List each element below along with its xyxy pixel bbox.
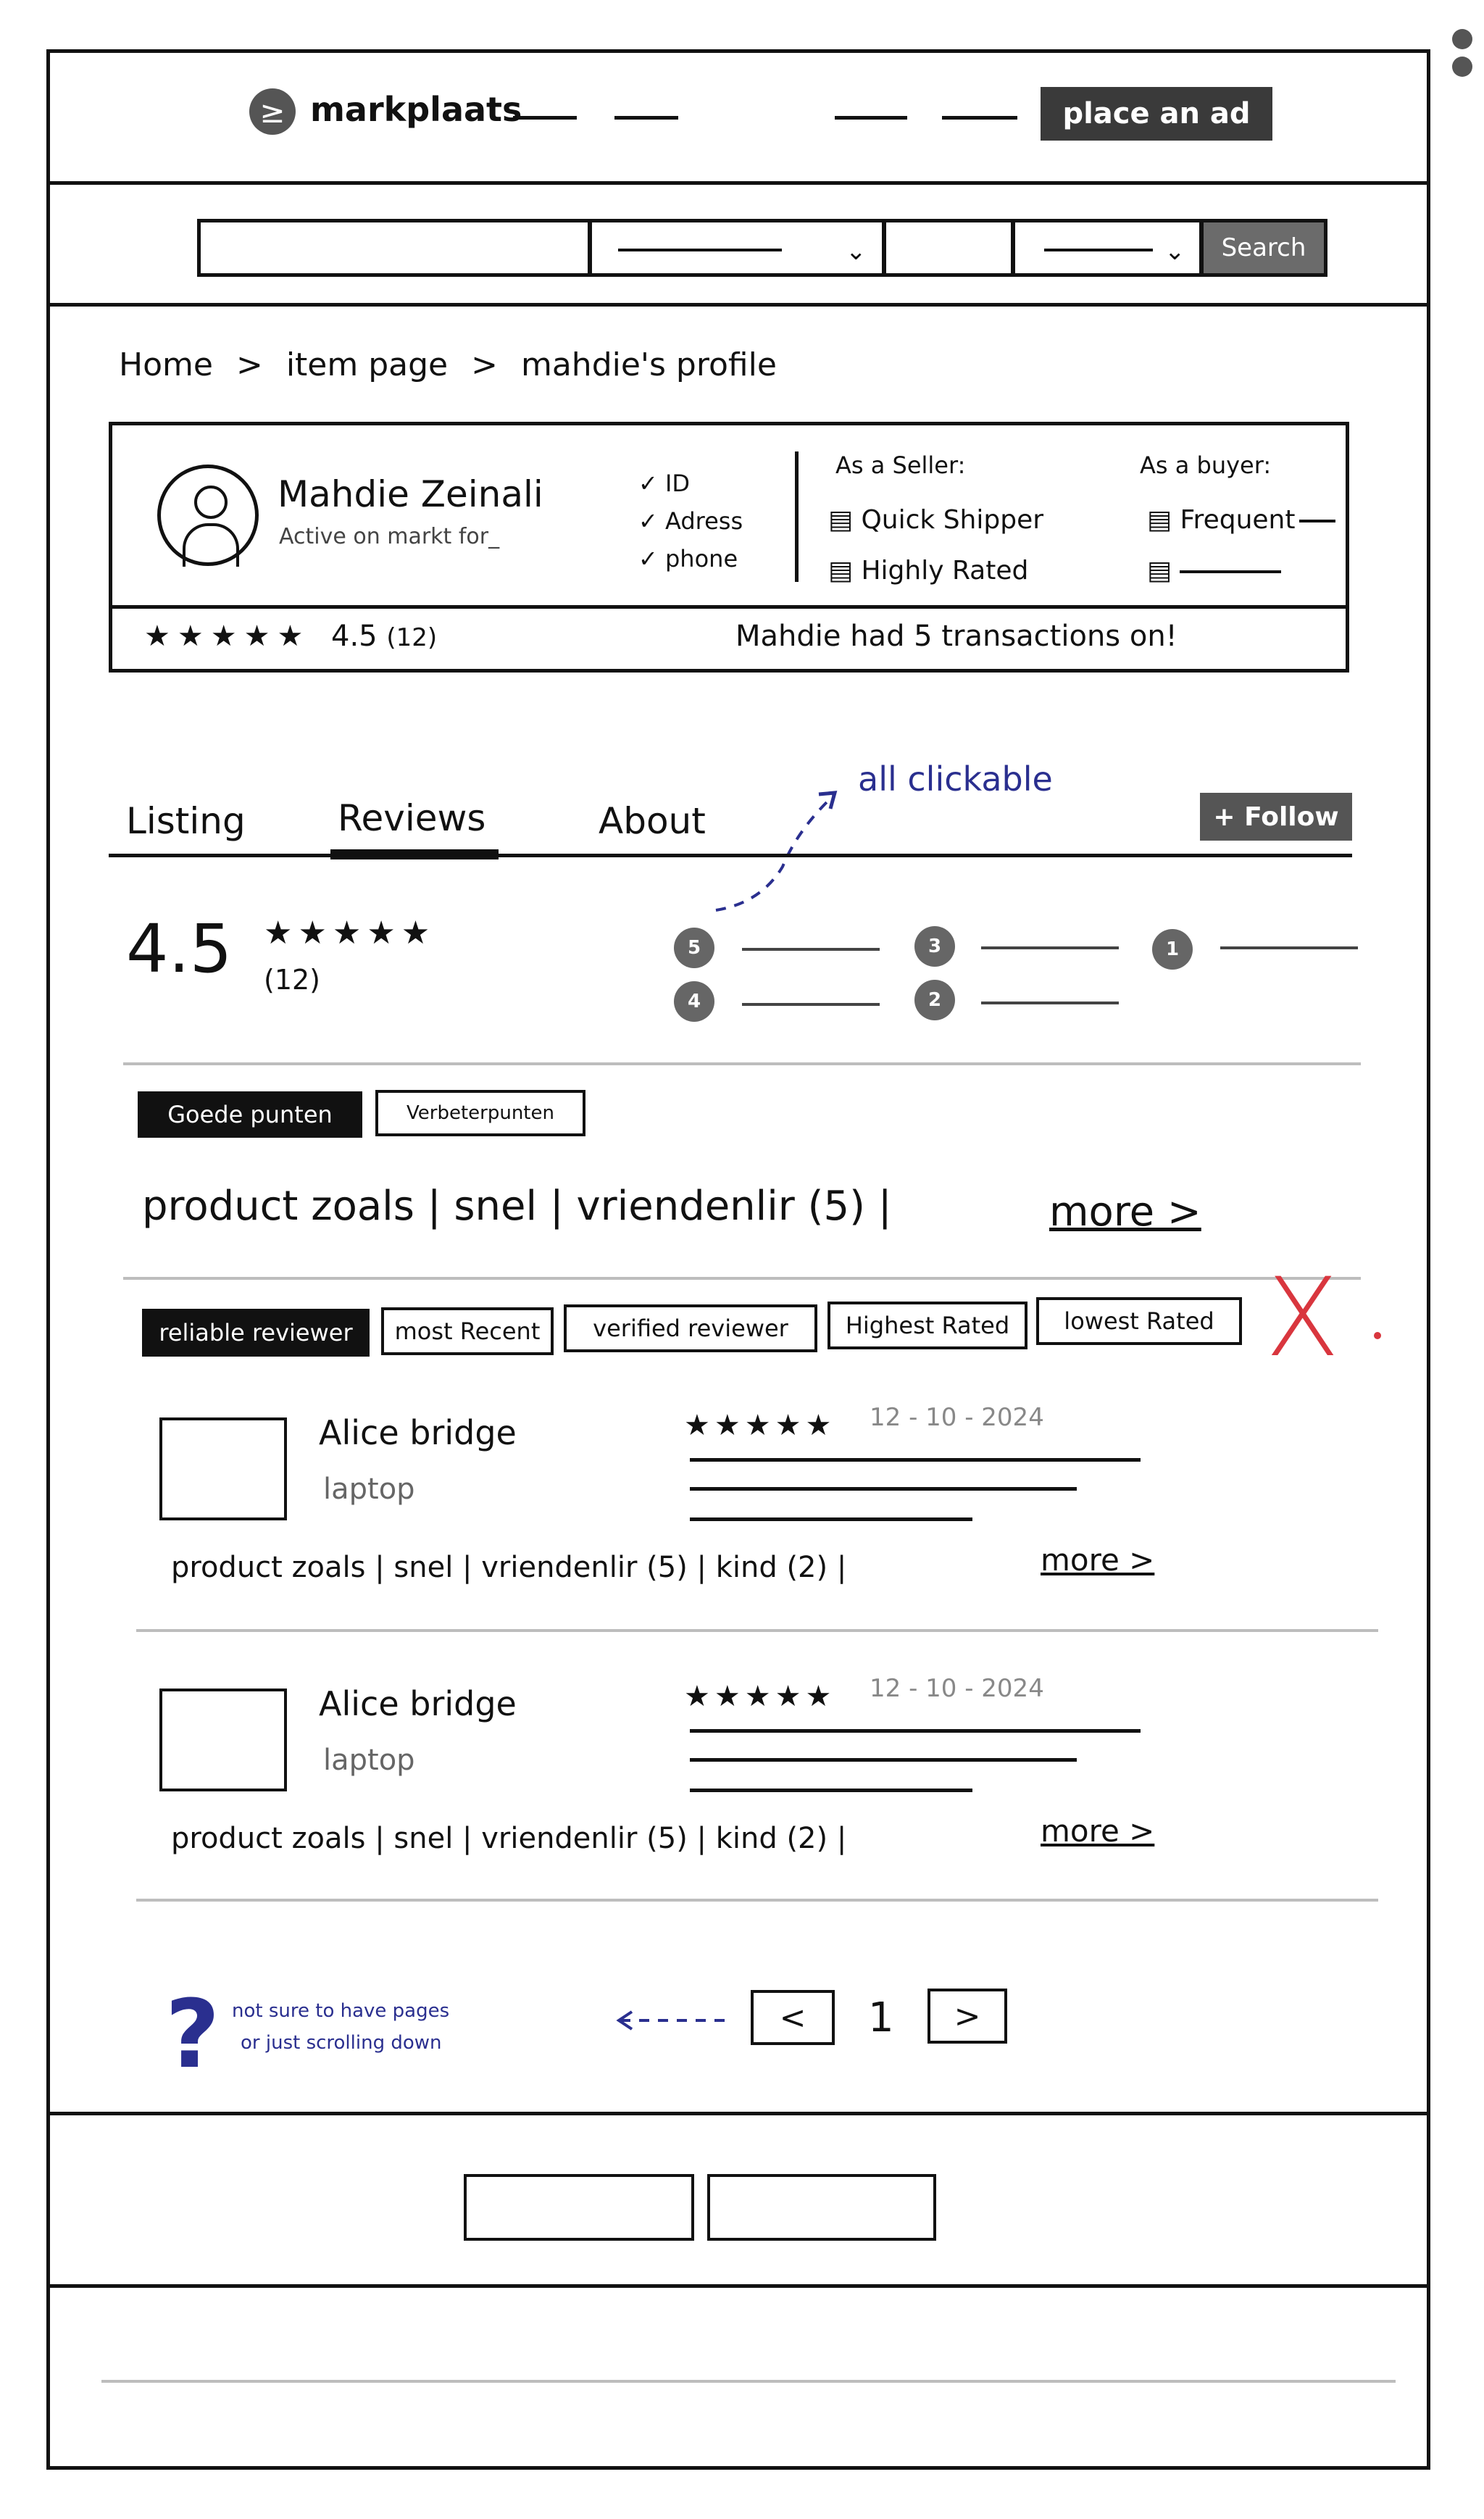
rating-bar-5 bbox=[742, 948, 880, 951]
card-divider bbox=[112, 605, 1346, 609]
logo-text[interactable]: markplaats bbox=[310, 90, 522, 129]
breadcrumb bbox=[119, 346, 777, 383]
filter-reliable-reviewer[interactable]: reliable reviewer bbox=[142, 1309, 370, 1357]
good-points-tab[interactable]: Goede punten bbox=[138, 1091, 362, 1138]
overflow-dots-icon[interactable] bbox=[1452, 29, 1474, 80]
tab-underline bbox=[109, 854, 1352, 857]
review-text-line bbox=[690, 1729, 1141, 1733]
chevron-right-icon: > bbox=[954, 1997, 981, 2035]
divider bbox=[123, 1062, 1361, 1065]
summary-count: (12) bbox=[264, 964, 321, 996]
annotation-arrow-icon bbox=[613, 2010, 736, 2032]
place-ad-button[interactable]: place an ad bbox=[1041, 87, 1272, 141]
rating-count: (12) bbox=[386, 623, 438, 652]
profile-rating-row bbox=[144, 620, 437, 653]
pagination-note-line2: or just scrolling down bbox=[241, 2032, 442, 2054]
review-text-line bbox=[690, 1517, 972, 1521]
category-select[interactable] bbox=[588, 219, 885, 277]
annotation-arrow-icon bbox=[710, 780, 855, 917]
seller-badges bbox=[828, 495, 1043, 596]
divider bbox=[46, 303, 1430, 307]
rating-bar-4 bbox=[742, 1003, 880, 1006]
logo-icon[interactable]: ≥ bbox=[249, 88, 296, 135]
rating-bar-1 bbox=[1220, 946, 1358, 949]
reviewed-product: laptop bbox=[323, 1473, 415, 1506]
checkbox-icon: ▤ bbox=[828, 505, 854, 535]
buyer-title: As a buyer: bbox=[1140, 451, 1272, 479]
chevron-down-icon: ⌄ bbox=[1164, 237, 1185, 266]
nav-placeholder[interactable] bbox=[942, 116, 1017, 120]
divider bbox=[136, 1899, 1378, 1902]
rating-value: 4.5 bbox=[331, 620, 378, 653]
breadcrumb-separator: > bbox=[235, 346, 263, 383]
review-date: 12 - 10 - 2024 bbox=[870, 1674, 1044, 1703]
product-image[interactable] bbox=[159, 1689, 287, 1791]
review-text-line bbox=[690, 1758, 1077, 1762]
product-image[interactable] bbox=[159, 1417, 287, 1520]
review-more-link[interactable]: more > bbox=[1041, 1542, 1155, 1578]
divider bbox=[123, 1277, 1361, 1280]
footer-divider bbox=[46, 2284, 1430, 2288]
current-page[interactable]: 1 bbox=[868, 1994, 894, 2041]
search-input[interactable] bbox=[197, 219, 591, 277]
review-stars-icon: ★★★★★ bbox=[684, 1680, 836, 1713]
footer-button[interactable] bbox=[464, 2174, 694, 2241]
profile-name: Mahdie Zeinali bbox=[278, 473, 543, 515]
vertical-divider bbox=[795, 451, 799, 582]
transactions-text: Mahdie had 5 transactions on! bbox=[735, 620, 1177, 653]
review-more-link[interactable]: more > bbox=[1041, 1813, 1155, 1849]
filter-lowest-rated[interactable]: lowest Rated bbox=[1036, 1297, 1242, 1345]
check-icon: ✓ bbox=[638, 507, 658, 535]
summary-rating-value: 4.5 bbox=[126, 910, 233, 988]
rating-filter-4[interactable]: 4 bbox=[674, 981, 714, 1022]
points-more-link[interactable]: more > bbox=[1049, 1188, 1201, 1236]
footer-button[interactable] bbox=[707, 2174, 936, 2241]
rating-bar-2 bbox=[981, 1002, 1119, 1004]
buyer-badges bbox=[1147, 495, 1335, 596]
nav-placeholder[interactable] bbox=[513, 116, 577, 120]
review-tags: product zoals | snel | vriendenlir (5) | kind (2) | bbox=[171, 1822, 847, 1855]
tab-reviews[interactable]: Reviews bbox=[338, 797, 486, 839]
annotation-all-clickable: all clickable bbox=[858, 759, 1053, 799]
question-icon: ? bbox=[165, 1979, 220, 2089]
reviewer-name[interactable]: Alice bridge bbox=[319, 1684, 517, 1723]
chevron-down-icon: ⌄ bbox=[846, 237, 867, 266]
badge-highly-rated: ▤ Highly Rated bbox=[828, 556, 1029, 586]
review-text-line bbox=[690, 1487, 1077, 1491]
breadcrumb-separator: > bbox=[471, 346, 498, 383]
rating-bar-3 bbox=[981, 946, 1119, 949]
search-button[interactable]: Search bbox=[1200, 219, 1327, 277]
divider bbox=[136, 1629, 1378, 1632]
prev-page-button[interactable] bbox=[751, 1990, 835, 2045]
pagination-note-line1: not sure to have pages bbox=[232, 2000, 450, 2022]
rating-filter-1[interactable]: 1 bbox=[1152, 929, 1193, 970]
verification-id: ✓ ID bbox=[638, 470, 691, 497]
close-icon: X bbox=[1265, 1255, 1340, 1381]
reviewer-name[interactable]: Alice bridge bbox=[319, 1413, 517, 1452]
points-keywords: product zoals | snel | vriendenlir (5) | bbox=[142, 1183, 892, 1230]
profile-subtitle: Active on markt for_ bbox=[279, 524, 500, 549]
tab-about[interactable]: About bbox=[599, 800, 706, 842]
verification-address: ✓ Adress bbox=[638, 507, 743, 535]
filter-most-recent[interactable]: most Recent bbox=[381, 1307, 554, 1355]
review-tags: product zoals | snel | vriendenlir (5) | kind (2) | bbox=[171, 1551, 847, 1584]
filter-verified-reviewer[interactable]: verified reviewer bbox=[564, 1304, 817, 1352]
footer-line bbox=[101, 2380, 1396, 2383]
page-frame bbox=[46, 49, 1430, 2470]
checkbox-icon: ▤ bbox=[1147, 556, 1172, 586]
breadcrumb-current: mahdie's profile bbox=[520, 346, 777, 383]
check-icon: ✓ bbox=[638, 545, 658, 572]
distance-select[interactable] bbox=[1012, 219, 1203, 277]
next-page-button[interactable] bbox=[928, 1989, 1007, 2044]
checkbox-icon: ▤ bbox=[828, 556, 854, 586]
badge-quick-shipper: ▤ Quick Shipper bbox=[828, 505, 1044, 535]
postcode-input[interactable] bbox=[883, 219, 1014, 277]
follow-button[interactable]: + Follow bbox=[1200, 793, 1352, 841]
star-rating-icon: ★★★★★ bbox=[144, 620, 311, 653]
avatar[interactable] bbox=[157, 465, 259, 566]
chevron-left-icon: < bbox=[779, 1999, 806, 2036]
verification-phone: ✓ phone bbox=[638, 545, 738, 572]
improvement-points-tab[interactable]: Verbeterpunten bbox=[375, 1090, 585, 1136]
reviewed-product: laptop bbox=[323, 1744, 415, 1777]
rating-filter-5[interactable]: 5 bbox=[674, 928, 714, 968]
footer-divider bbox=[46, 2112, 1430, 2115]
review-text-line bbox=[690, 1789, 972, 1792]
badge-frequent: ▤ Frequent bbox=[1147, 495, 1335, 546]
summary-stars-icon: ★★★★★ bbox=[264, 915, 436, 952]
rating-filter-3[interactable]: 3 bbox=[914, 926, 955, 967]
rating-filter-2[interactable]: 2 bbox=[914, 980, 955, 1020]
badge-placeholder bbox=[1147, 546, 1335, 596]
review-text-line bbox=[690, 1458, 1141, 1462]
tab-listing[interactable]: Listing bbox=[126, 800, 246, 842]
breadcrumb-home[interactable]: Home bbox=[119, 346, 213, 383]
checkbox-icon: ▤ bbox=[1147, 505, 1172, 535]
filter-highest-rated[interactable]: Highest Rated bbox=[828, 1302, 1027, 1349]
nav-placeholder[interactable] bbox=[835, 116, 907, 120]
red-dot bbox=[1374, 1332, 1381, 1339]
nav-placeholder[interactable] bbox=[614, 116, 678, 120]
check-icon: ✓ bbox=[638, 470, 658, 497]
review-date: 12 - 10 - 2024 bbox=[870, 1403, 1044, 1432]
breadcrumb-item-page[interactable]: item page bbox=[285, 346, 449, 383]
verification-list bbox=[638, 465, 743, 578]
divider bbox=[46, 181, 1430, 185]
profile-card bbox=[109, 422, 1349, 673]
review-stars-icon: ★★★★★ bbox=[684, 1409, 836, 1442]
seller-title: As a Seller: bbox=[835, 451, 966, 479]
